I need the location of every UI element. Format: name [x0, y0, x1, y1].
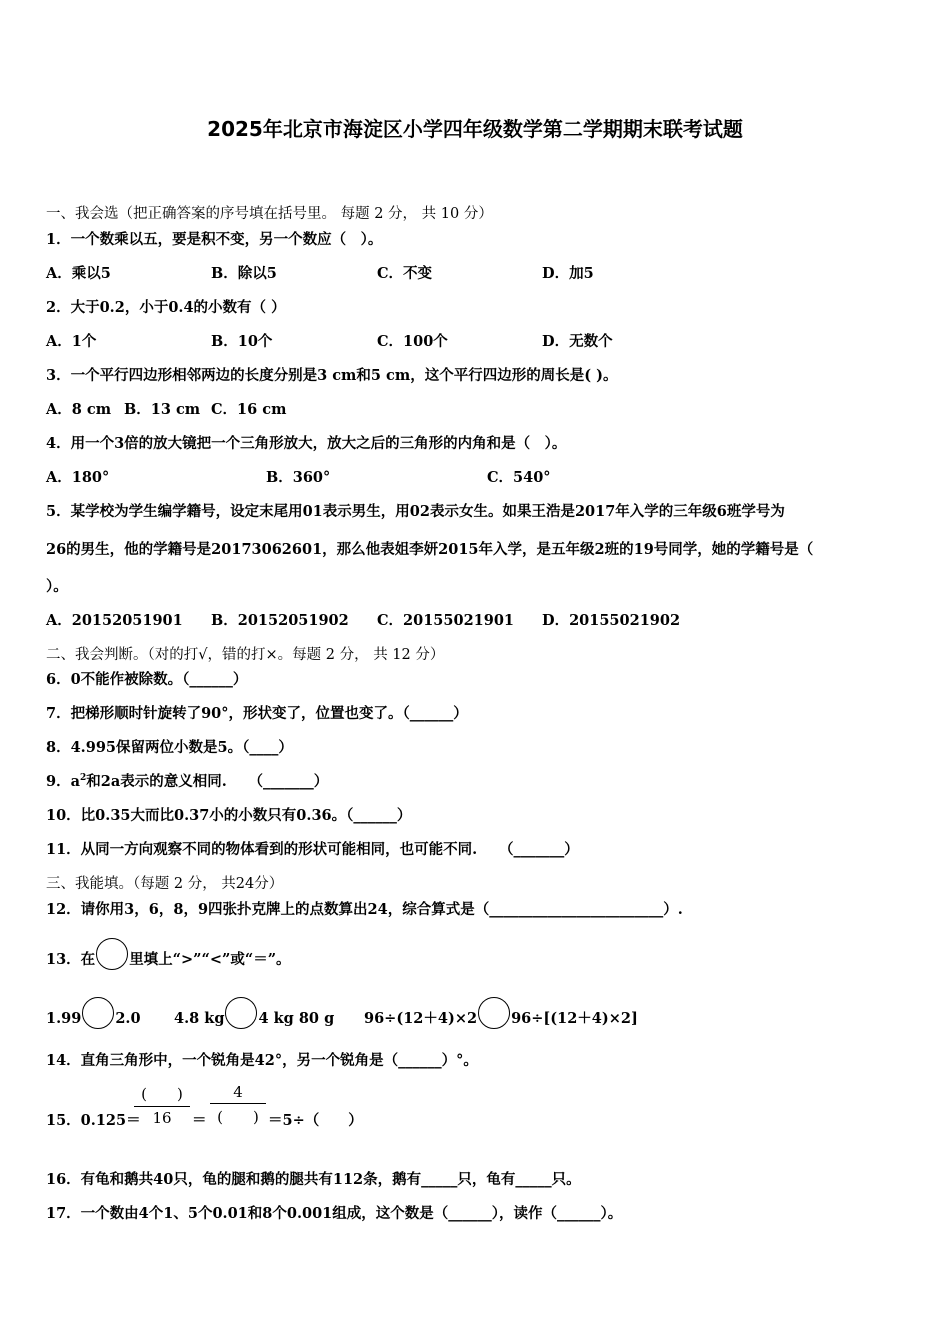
question-5-line-3: ）。: [46, 578, 68, 595]
q13-compare-2-left: 4.8 kg: [174, 1010, 225, 1027]
q5-option-c: C．20155021901: [377, 612, 515, 629]
q1-option-d: D．加5: [542, 265, 594, 282]
q15-frac1-numerator: ( ): [141, 1085, 183, 1103]
question-9: [46, 770, 328, 791]
q13-compare-1-left: 1.99: [46, 1010, 82, 1027]
q1-option-b: B．除以5: [211, 265, 277, 282]
question-17: 17．一个数由4个1、5个0.01和8个0.001组成，这个数是（______），读作（______）。: [46, 1205, 623, 1222]
q5-option-a: A．20152051901: [46, 612, 183, 629]
q15-fraction-1: [134, 1083, 190, 1127]
question-10: 10．比0.35大而比0.37小的小数只有0.36。（______）: [46, 807, 412, 824]
q4-option-a: A．180°: [46, 469, 110, 486]
q15-frac2-numerator: 4: [233, 1083, 243, 1101]
question-4: 4．用一个3倍的放大镜把一个三角形放大，放大之后的三角形的内角和是（ ）。: [46, 435, 567, 452]
q2-option-d: D．无数个: [542, 333, 613, 350]
circle-blank-icon[interactable]: [478, 997, 510, 1029]
question-12: 12．请你用3，6，8，9四张扑克牌上的点数算出24，综合算式是（________________________）.: [46, 901, 683, 918]
question-11: 11．从同一方向观察不同的物体看到的形状可能相同，也可能不同. （_______）: [46, 841, 579, 858]
question-14: 14．直角三角形中，一个锐角是42°，另一个锐角是（______）°。: [46, 1052, 478, 1069]
circle-blank-icon[interactable]: [82, 997, 114, 1029]
q3-option-a: A．8 cm: [46, 401, 112, 418]
q3-option-c: C．16 cm: [211, 401, 287, 418]
q9-part-a: 9．a: [46, 773, 80, 790]
q13-part-a: 13．在: [46, 951, 96, 968]
q13-part-b: 里填上“>”“<”或“＝”。: [129, 951, 291, 968]
q13-compare-1-right: 2.0: [115, 1010, 141, 1027]
q3-option-b: B．13 cm: [124, 401, 201, 418]
q15-fraction-2: [210, 1083, 266, 1127]
question-16: 16．有龟和鹅共40只，龟的腿和鹅的腿共有112条，鹅有_____只，龟有_____只。: [46, 1171, 581, 1188]
page-title: 2025年北京市海淀区小学四年级数学第二学期期末联考试题: [207, 117, 743, 141]
q13-compare-3-left: 96÷(12＋4)×2: [364, 1010, 478, 1027]
question-6: 6．0不能作被除数。（______）: [46, 671, 248, 688]
question-13: [46, 938, 291, 970]
q13-compare-3: [364, 997, 638, 1029]
q15-frac2-denominator: ( ): [217, 1108, 259, 1126]
section-3-header: 三、我能填。（每题 2 分， 共24分）: [46, 876, 284, 892]
question-1: 1．一个数乘以五，要是积不变，另一个数应（ ）。: [46, 231, 383, 248]
q2-option-a: A．1个: [46, 333, 97, 350]
q1-option-c: C．不变: [377, 265, 433, 282]
section-2-header: 二、我会判断。（对的打√，错的打×。每题 2 分， 共 12 分）: [46, 647, 445, 663]
q13-compare-1: [46, 997, 141, 1029]
question-5-line-1: 5．某学校为学生编学籍号，设定末尾用01表示男生，用02表示女生。如果王浩是2017年入学的三年级6班学号为: [46, 503, 785, 520]
q15-equals: ＝: [192, 1112, 207, 1129]
q5-option-b: B．20152051902: [211, 612, 349, 629]
question-7: 7．把梯形顺时针旋转了90°，形状变了，位置也变了。（______）: [46, 705, 468, 722]
q2-option-c: C．100个: [377, 333, 448, 350]
circle-blank-icon[interactable]: [225, 997, 257, 1029]
section-1-header: 一、我会选（把正确答案的序号填在括号里。 每题 2 分， 共 10 分）: [46, 206, 493, 222]
q1-option-a: A．乘以5: [46, 265, 111, 282]
q9-part-b: 和2a表示的意义相同. （_______）: [86, 773, 329, 790]
q15-frac1-denominator: 16: [152, 1109, 172, 1127]
circle-blank-icon: [96, 938, 128, 970]
question-15-prefix: 15．0.125＝: [46, 1112, 141, 1129]
q4-option-c: C．540°: [487, 469, 551, 486]
q2-option-b: B．10个: [211, 333, 273, 350]
question-5-line-2: 26的男生，他的学籍号是20173062601，那么他表姐李妍2015年入学，是五年级2班的19号同学，她的学籍号是（: [46, 541, 814, 558]
q13-compare-2-right: 4 kg 80 g: [258, 1010, 335, 1027]
question-2: 2．大于0.2，小于0.4的小数有（ ）: [46, 299, 286, 316]
q4-option-b: B．360°: [266, 469, 331, 486]
q13-compare-2: [174, 997, 334, 1029]
q5-option-d: D．20155021902: [542, 612, 681, 629]
q9-superscript: 2: [79, 773, 87, 784]
question-8: 8．4.995保留两位小数是5。（____）: [46, 739, 293, 756]
q15-suffix: ＝5÷（ ）: [268, 1112, 363, 1129]
q13-compare-3-right: 96÷[(12＋4)×2]: [511, 1010, 638, 1027]
question-3: 3．一个平行四边形相邻两边的长度分别是3 cm和5 cm，这个平行四边形的周长是( )。: [46, 367, 618, 384]
